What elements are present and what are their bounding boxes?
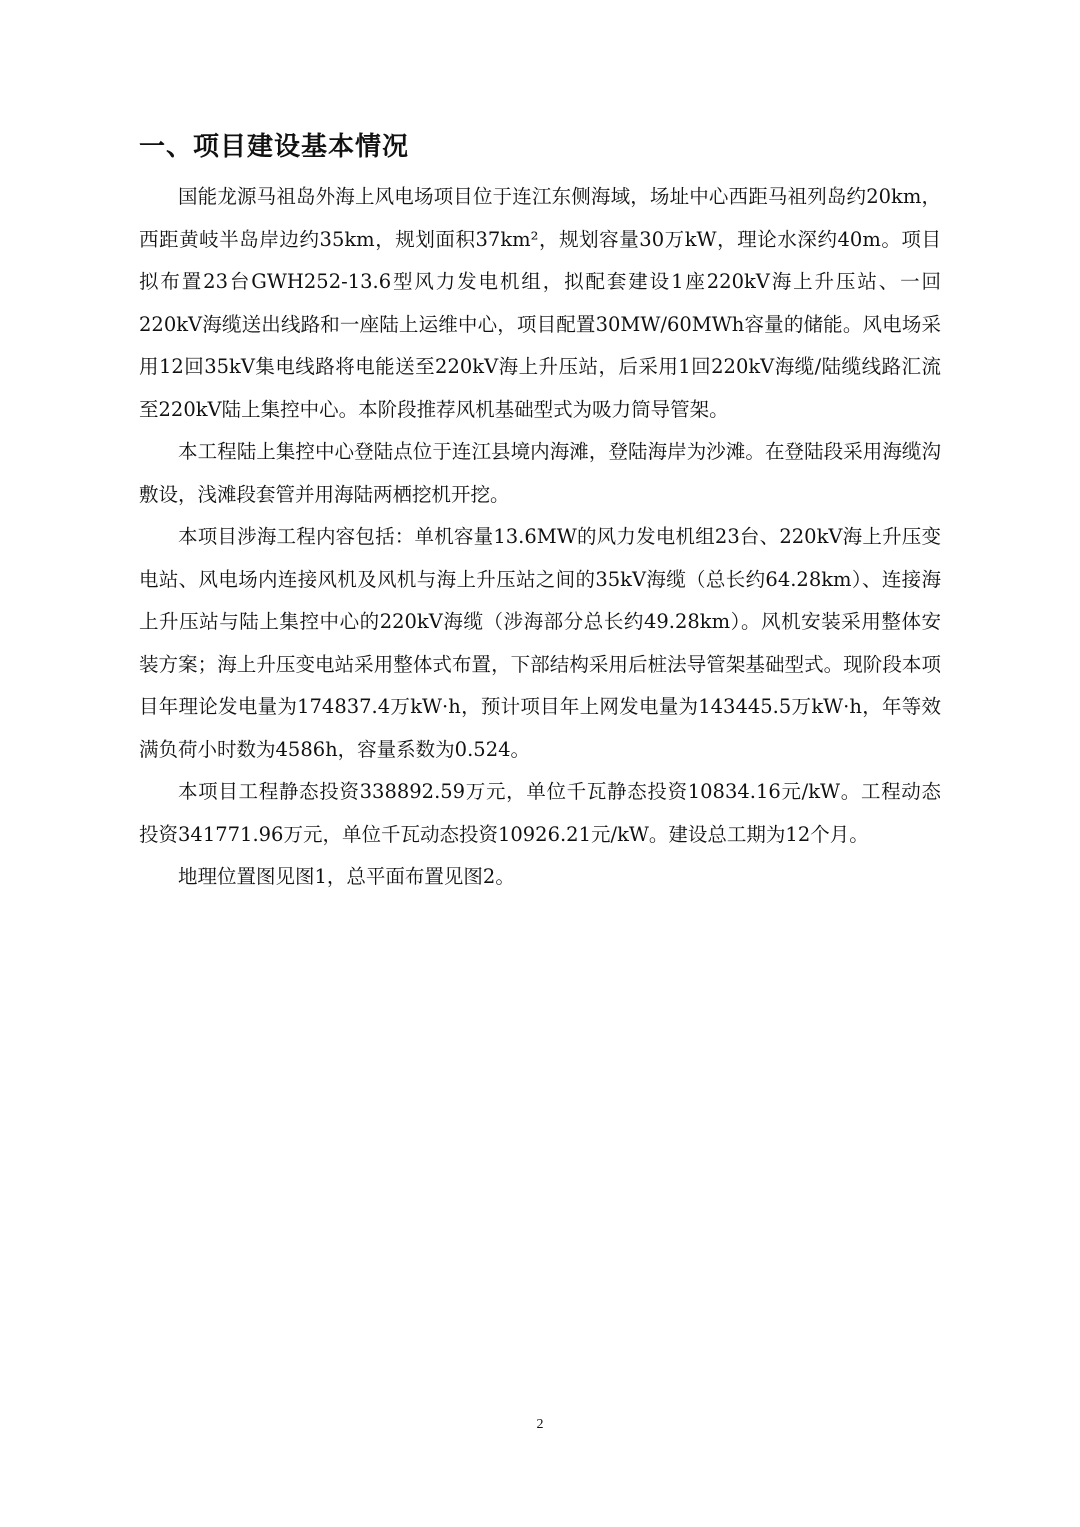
body-text <box>139 176 941 899</box>
page-number: 2 <box>536 1417 544 1432</box>
paragraph-project-overview: 国能龙源马祖岛外海上风电场项目位于连江东侧海域，场址中心西距马祖列岛约20km，西距黄岐半岛岸边约35km，规划面积37km²，规划容量30万kW，理论水深约40m。项目拟布置23台GWH252-13.6型风力发电机组，拟配套建设1座220kV海上升压站、一回220kV海缆送出线路和一座陆上运维中心，项目配置30MW/60MWh容量的储能。风电场采用12回35kV集电线路将电能送至220kV海上升压站，后采用1回220kV海缆/陆缆线路汇流至220kV陆上集控中心。本阶段推荐风机基础型式为吸力筒导管架。 <box>139 185 941 421</box>
section-heading: 一、项目建设基本情况 <box>139 132 410 162</box>
paragraph-figure-reference: 地理位置图见图1，总平面布置见图2。 <box>178 865 515 888</box>
paragraph-offshore-works: 本项目涉海工程内容包括：单机容量13.6MW的风力发电机组23台、220kV海上升压变电站、风电场内连接风机及风机与海上升压站之间的35kV海缆（总长约64.28km）、连接海上升压站与陆上集控中心的220kV海缆（涉海部分总长约49.28km）。风机安装采用整体安装方案；海上升压变电站采用整体式布置，下部结构采用后桩法导管架基础型式。现阶段本项目年理论发电量为174837.4万kW·h，预计项目年上网发电量为143445.5万kW·h，年等效满负荷小时数为4586h，容量系数为0.524。 <box>139 525 941 761</box>
paragraph-landing-point: 本工程陆上集控中心登陆点位于连江县境内海滩，登陆海岸为沙滩。在登陆段采用海缆沟敷设，浅滩段套管并用海陆两栖挖机开挖。 <box>139 440 941 506</box>
paragraph-investment: 本项目工程静态投资338892.59万元，单位千瓦静态投资10834.16元/kW。工程动态投资341771.96万元，单位千瓦动态投资10926.21元/kW。建设总工期为12个月。 <box>139 780 941 846</box>
